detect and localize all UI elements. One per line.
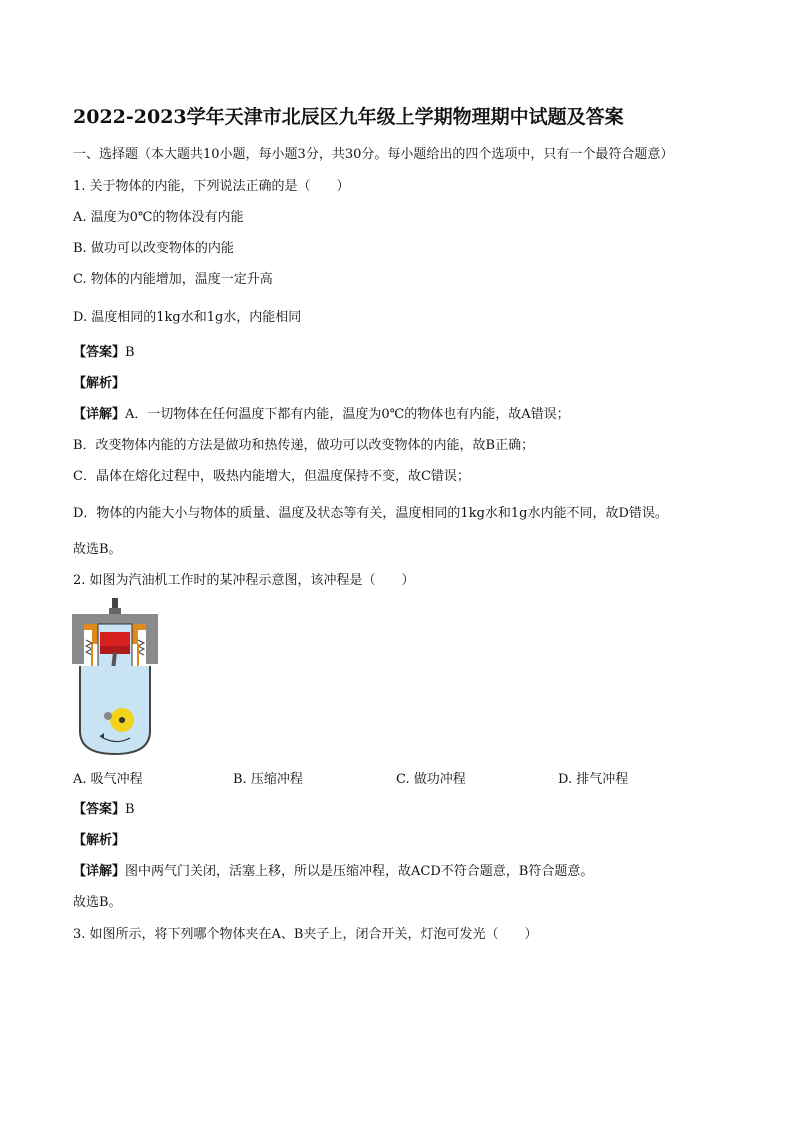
q1-stem: 1. 关于物体的内能，下列说法正确的是（ ）	[73, 179, 350, 194]
q1-option-a: A. 温度为0℃的物体没有内能	[73, 210, 244, 225]
q1-answer	[73, 344, 135, 362]
q3-stem: 3. 如图所示，将下列哪个物体夹在A、B夹子上，闭合开关，灯泡可发光（ ）	[73, 927, 538, 942]
q1-detail-tag: 【详解】	[73, 407, 126, 422]
section-heading: 一、选择题（本大题共10小题，每小题3分，共30分。每小题给出的四个选项中，只有一个最符合题意）	[73, 147, 674, 162]
q1-option-d: D. 温度相同的1kg水和1g水，内能相同	[73, 310, 302, 325]
q1-answer-value: B	[125, 345, 135, 360]
q1-analysis-tag	[73, 375, 125, 393]
q1-option-b: B. 做功可以改变物体的内能	[73, 241, 234, 256]
q2-answer	[73, 801, 135, 819]
q1-answer-tag: 【答案】	[73, 345, 126, 360]
q1-conclusion: 故选B。	[73, 542, 122, 557]
piston-icon	[100, 632, 130, 646]
q1-analysis-label: 【解析】	[73, 376, 126, 391]
q2-option-b: B. 压缩冲程	[233, 772, 303, 787]
intake-valve-icon	[84, 624, 98, 644]
q2-answer-tag: 【答案】	[73, 802, 126, 817]
q1-detail-b: B．改变物体内能的方法是做功和热传递，做功可以改变物体的内能，故B正确；	[73, 438, 535, 453]
q2-detail	[73, 863, 593, 881]
q1-detail-c: C．晶体在熔化过程中，吸热内能增大，但温度保持不变，故C错误；	[73, 469, 470, 484]
q1-option-c: C. 物体的内能增加，温度一定升高	[73, 272, 273, 287]
q2-options	[73, 768, 713, 786]
q2-option-d: D. 排气冲程	[558, 772, 629, 787]
q2-option-c: C. 做功冲程	[396, 772, 466, 787]
q2-analysis-label: 【解析】	[73, 833, 126, 848]
q2-conclusion: 故选B。	[73, 895, 122, 910]
q2-answer-value: B	[125, 802, 135, 817]
page-title: 2022-2023学年天津市北辰区九年级上学期物理期中试题及答案	[73, 106, 624, 128]
engine-diagram	[70, 596, 160, 758]
q2-option-a: A. 吸气冲程	[73, 772, 143, 787]
q2-detail-tag: 【详解】	[73, 864, 126, 879]
q1-detail-a	[73, 406, 570, 424]
q2-detail-text: 图中两气门关闭，活塞上移，所以是压缩冲程，故ACD不符合题意，B符合题意。	[125, 864, 594, 879]
q2-analysis-tag	[73, 832, 125, 850]
q2-stem: 2. 如图为汽油机工作时的某冲程示意图，该冲程是（ ）	[73, 573, 415, 588]
q1-detail-d: D．物体的内能大小与物体的质量、温度及状态等有关，温度相同的1kg水和1g水内能不同，故D错误。	[73, 506, 668, 521]
q1-detail-a-text: A．一切物体在任何温度下都有内能，温度为0℃的物体也有内能，故A错误；	[125, 407, 570, 422]
